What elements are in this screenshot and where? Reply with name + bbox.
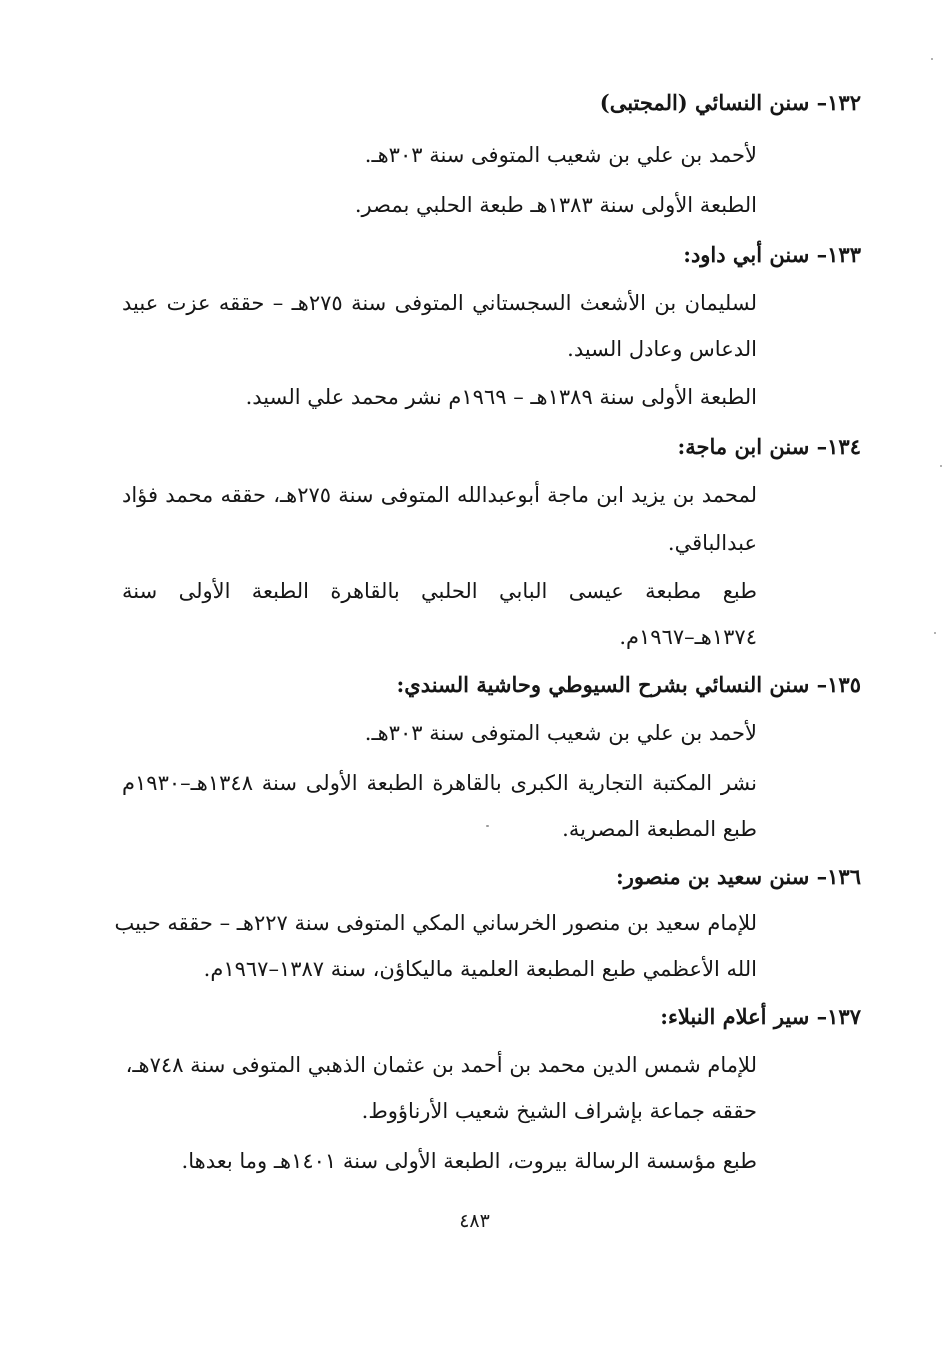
entry-heading-135: ١٣٥– سنن النسائي بشرح السيوطي وحاشية السندي: — [396, 672, 861, 697]
entry-line: لأحمد بن علي بن شعيب المتوفى سنة ٣٠٣هـ. — [364, 721, 757, 745]
scan-speck — [934, 632, 936, 634]
page-number: ٤٨٣ — [459, 1210, 490, 1232]
entry-heading-132: ١٣٢– سنن النسائي (المجتبى) — [599, 90, 861, 115]
entry-heading-136: ١٣٦– سنن سعيد بن منصور: — [616, 864, 861, 889]
entry-line: الطبعة الأولى سنة ١٣٨٣هـ طبعة الحلبي بمصر. — [354, 193, 757, 217]
entry-line: الطبعة الأولى سنة ١٣٨٩هـ – ١٩٦٩م نشر محمد علي السيد. — [245, 385, 757, 409]
scan-speck — [940, 465, 942, 467]
entry-line: طبع المطبعة المصرية. — [562, 817, 757, 841]
entry-line: لأحمد بن علي بن شعيب المتوفى سنة ٣٠٣هـ. — [364, 143, 757, 167]
scan-speck — [931, 58, 933, 60]
entry-heading-137: ١٣٧– سير أعلام النبلاء: — [660, 1004, 861, 1029]
entry-line: للإمام شمس الدين محمد بن أحمد بن عثمان الذهبي المتوفى سنة ٧٤٨هـ، — [125, 1053, 757, 1077]
entry-line: لسليمان بن الأشعث السجستاني المتوفى سنة ٢٧٥هـ – حققه عزت عبيد — [122, 291, 757, 315]
entry-line: لمحمد بن يزيد ابن ماجة أبوعبدالله المتوفى سنة ٢٧٥هـ، حققه محمد فؤاد — [122, 483, 758, 507]
entry-line: الله الأعظمي طبع المطبعة العلمية ماليكاؤن، سنة ١٣٨٧–١٩٦٧م. — [203, 957, 757, 981]
scan-speck — [486, 825, 489, 827]
entry-line: طبع مطبعة عيسى البابي الحلبي بالقاهرة الطبعة الأولى سنة — [122, 579, 757, 603]
entry-line: الدعاس وعادل السيد. — [567, 337, 757, 361]
entry-line: للإمام سعيد بن منصور الخرساني المكي المتوفى سنة ٢٢٧هـ – حققه حبيب — [114, 911, 757, 935]
entry-line: حققه جماعة بإشراف الشيخ شعيب الأرناؤوط. — [361, 1099, 757, 1123]
entry-line: نشر المكتبة التجارية الكبرى بالقاهرة الطبعة الأولى سنة ١٣٤٨هـ–١٩٣٠م — [122, 771, 757, 795]
entry-line: طبع مؤسسة الرسالة بيروت، الطبعة الأولى سنة ١٤٠١هـ وما بعدها. — [181, 1149, 757, 1173]
entry-line: عبدالباقي. — [667, 531, 757, 555]
entry-heading-133: ١٣٣– سنن أبي داود: — [683, 242, 861, 267]
entry-heading-134: ١٣٤– سنن ابن ماجة: — [677, 434, 861, 459]
entry-line: ١٣٧٤هـ–١٩٦٧م. — [619, 625, 757, 649]
